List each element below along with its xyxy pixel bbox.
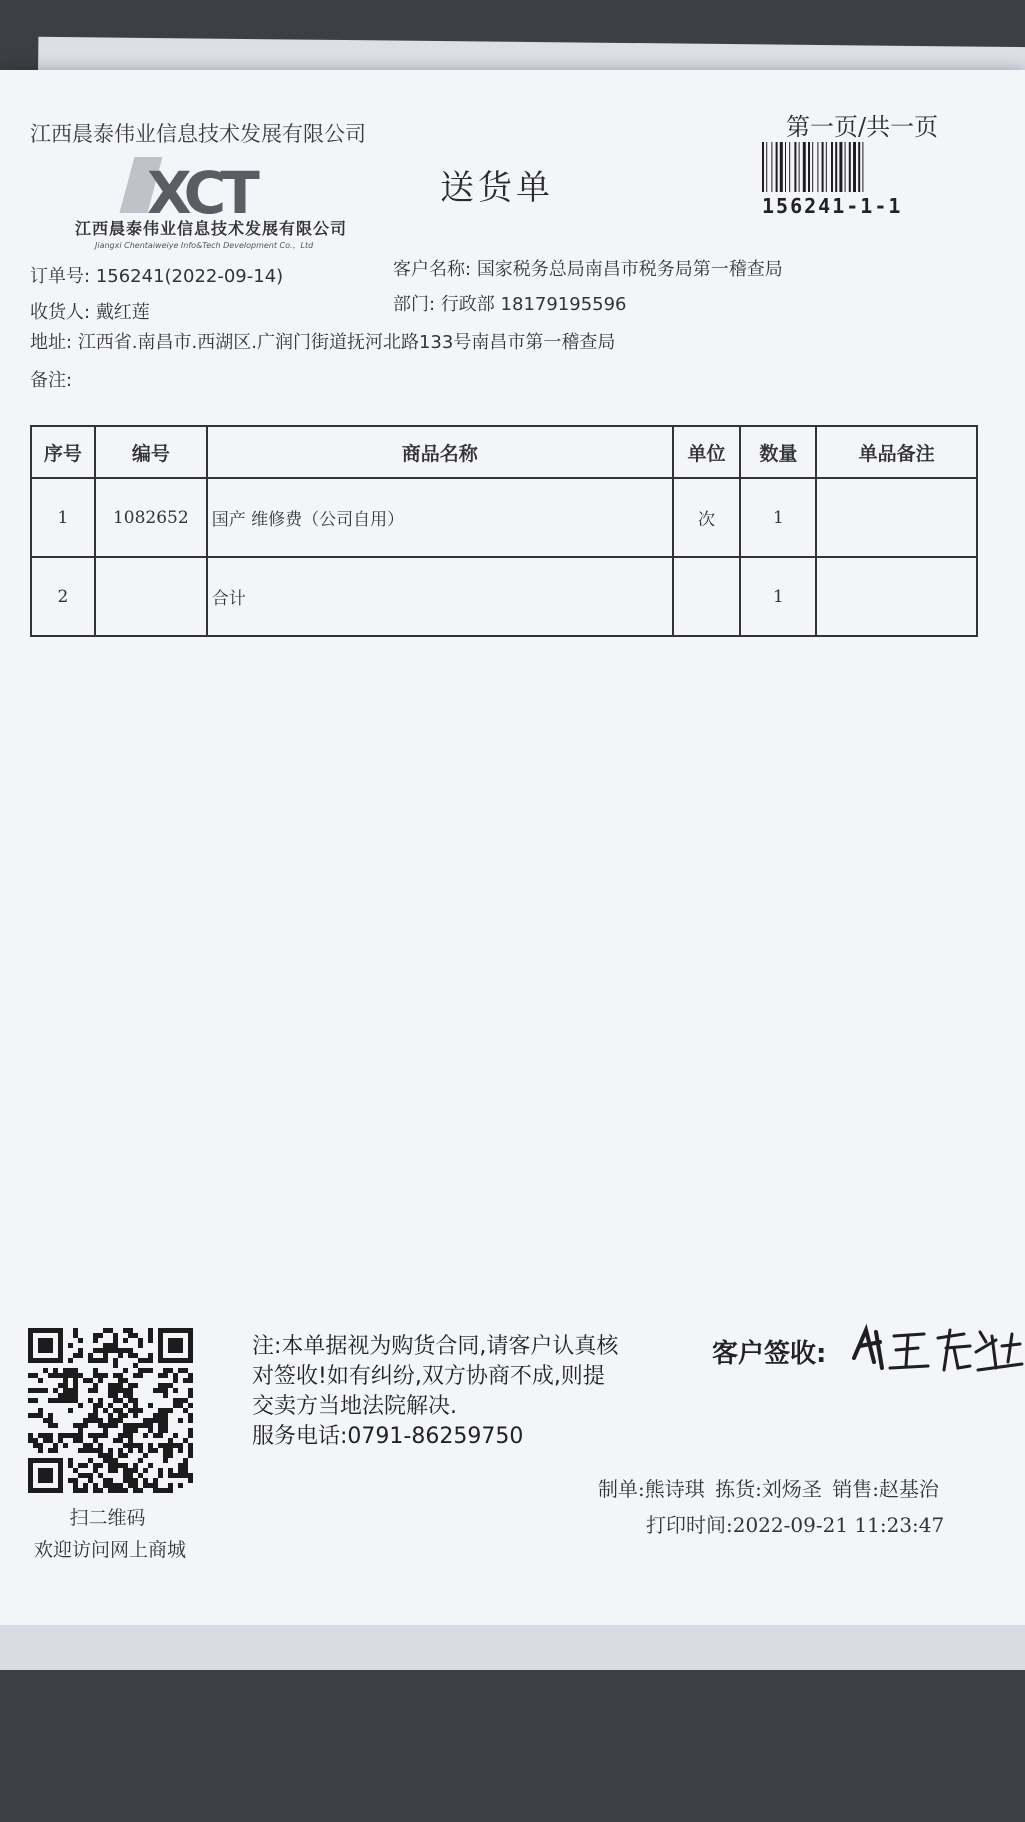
table-row [31, 478, 977, 557]
service-phone: 服务电话:0791-86259750 [252, 1424, 524, 1449]
cell-unit: 次 [673, 478, 741, 557]
underlying-paper-edge [0, 1625, 1025, 1670]
order-number-label: 订单号: [30, 266, 91, 287]
department-value: 行政部 18179195596 [440, 294, 627, 315]
table-header-row [31, 426, 977, 478]
remark-field [30, 366, 72, 392]
header-product-name: 商品名称 [207, 426, 673, 478]
address-field [30, 328, 615, 354]
department-label: 部门: [393, 294, 436, 315]
cell-code [95, 557, 207, 636]
logo-company-en: Jiangxi Chentaiweiye Info&Tech Development Co.，Ltd [95, 241, 314, 250]
notice-line: 对签收!如有纠纷,双方协商不成,则提 [252, 1364, 605, 1389]
customer-sign-label: 客户签收: [712, 1339, 827, 1369]
cell-quantity: 1 [740, 557, 816, 636]
qr-code[interactable] [28, 1328, 193, 1493]
receiver-value: 戴红莲 [95, 302, 150, 323]
company-name-header: 江西晨泰伟业信息技术发展有限公司 [30, 122, 366, 146]
logo-lettermark: XCT [147, 159, 254, 227]
order-number-value: 156241(2022-09-14) [95, 266, 284, 287]
header-code: 编号 [95, 426, 207, 478]
customer-name-value: 国家税务总局南昌市税务局第一稽查局 [476, 259, 783, 280]
header-item-note: 单品备注 [816, 426, 977, 478]
receiver-label: 收货人: [30, 302, 91, 323]
document-title: 送货单 [440, 168, 554, 208]
legal-notice [252, 1332, 672, 1452]
logo-company-cn: 江西晨泰伟业信息技术发展有限公司 [75, 219, 348, 238]
cell-item-note [816, 478, 977, 557]
print-time: 打印时间:2022-09-21 11:23:47 [646, 1513, 945, 1537]
table-row [31, 557, 977, 636]
qr-caption-scan: 扫二维码 [69, 1507, 146, 1529]
order-number-field [30, 262, 283, 288]
customer-signature [846, 1318, 1025, 1378]
remark-label: 备注: [30, 370, 73, 391]
cell-item-note [816, 557, 977, 636]
customer-name-field [393, 255, 783, 281]
address-value: 江西省.南昌市.西湖区.广润门街道抚河北路133号南昌市第一稽查局 [77, 332, 616, 353]
header-unit: 单位 [673, 426, 741, 478]
cell-seq: 2 [31, 557, 95, 636]
cell-unit [673, 557, 741, 636]
cell-product-name: 国产 维修费（公司自用） [207, 478, 673, 557]
staff-line: 制单:熊诗琪 拣货:刘炀圣 销售:赵基治 [598, 1477, 939, 1501]
cell-code: 1082652 [95, 478, 207, 557]
cell-quantity: 1 [740, 478, 816, 557]
page-indicator: 第一页/共一页 [786, 113, 939, 141]
barcode-number: 156241-1-1 [762, 194, 903, 218]
receiver-field [30, 298, 150, 324]
customer-name-label: 客户名称: [393, 259, 472, 280]
barcode [762, 142, 952, 192]
address-label: 地址: [30, 332, 73, 353]
header-seq: 序号 [31, 426, 95, 478]
department-field [393, 290, 627, 316]
qr-caption-welcome: 欢迎访问网上商城 [33, 1539, 186, 1561]
header-quantity: 数量 [740, 426, 816, 478]
notice-line: 交卖方当地法院解决. [252, 1394, 457, 1419]
items-table [30, 425, 978, 637]
notice-line: 注:本单据视为购货合同,请客户认真核 [252, 1334, 619, 1359]
cell-seq: 1 [31, 478, 95, 557]
cell-product-name: 合计 [207, 557, 673, 636]
